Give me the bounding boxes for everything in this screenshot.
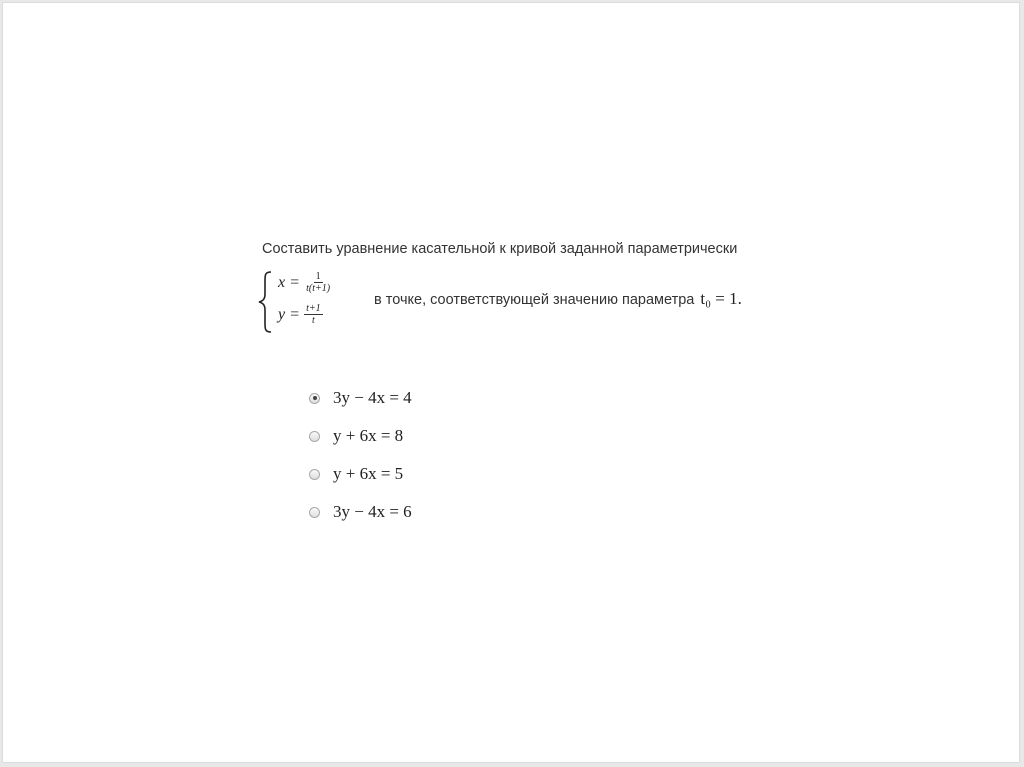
answer-option-3[interactable] bbox=[309, 455, 412, 493]
equation-x-fraction bbox=[304, 271, 332, 294]
answer-option-label[interactable]: y + 6x = 8 bbox=[333, 426, 404, 445]
question-title: Составить уравнение касательной к кривой заданной параметрически bbox=[262, 241, 738, 257]
equation-y-fraction bbox=[304, 303, 323, 326]
equation-x-equals: = bbox=[290, 273, 300, 291]
equation-y-equals: = bbox=[290, 305, 300, 323]
parametric-system bbox=[258, 271, 368, 333]
equation-x-numerator: 1 bbox=[315, 271, 321, 282]
answer-option-1[interactable] bbox=[309, 379, 412, 417]
answer-options bbox=[309, 379, 412, 531]
slide-page bbox=[2, 2, 1020, 763]
radio-button-selected[interactable] bbox=[309, 393, 320, 404]
point-condition-text: в точке, соответствующей значению параметра bbox=[374, 292, 695, 308]
parameter-value: t₀ = 1. bbox=[700, 289, 742, 308]
equation-x-denominator: t(t+1) bbox=[306, 283, 331, 294]
answer-option-label[interactable]: 3y − 4x = 6 bbox=[333, 502, 412, 521]
answer-option-label[interactable]: y + 6x = 5 bbox=[333, 464, 404, 483]
equation-y bbox=[278, 303, 323, 326]
radio-button[interactable] bbox=[309, 507, 320, 518]
equation-x-lhs: x bbox=[278, 273, 286, 291]
radio-button[interactable] bbox=[309, 431, 320, 442]
equation-y-lhs: y bbox=[278, 305, 286, 323]
equation-x bbox=[278, 271, 332, 294]
equation-y-numerator: t+1 bbox=[306, 303, 321, 314]
left-brace-icon bbox=[258, 271, 274, 333]
point-condition bbox=[374, 289, 742, 309]
answer-option-2[interactable] bbox=[309, 417, 412, 455]
answer-option-4[interactable] bbox=[309, 493, 412, 531]
equation-y-denominator: t bbox=[312, 315, 315, 326]
answer-option-label[interactable]: 3y − 4x = 4 bbox=[333, 388, 412, 407]
radio-button[interactable] bbox=[309, 469, 320, 480]
